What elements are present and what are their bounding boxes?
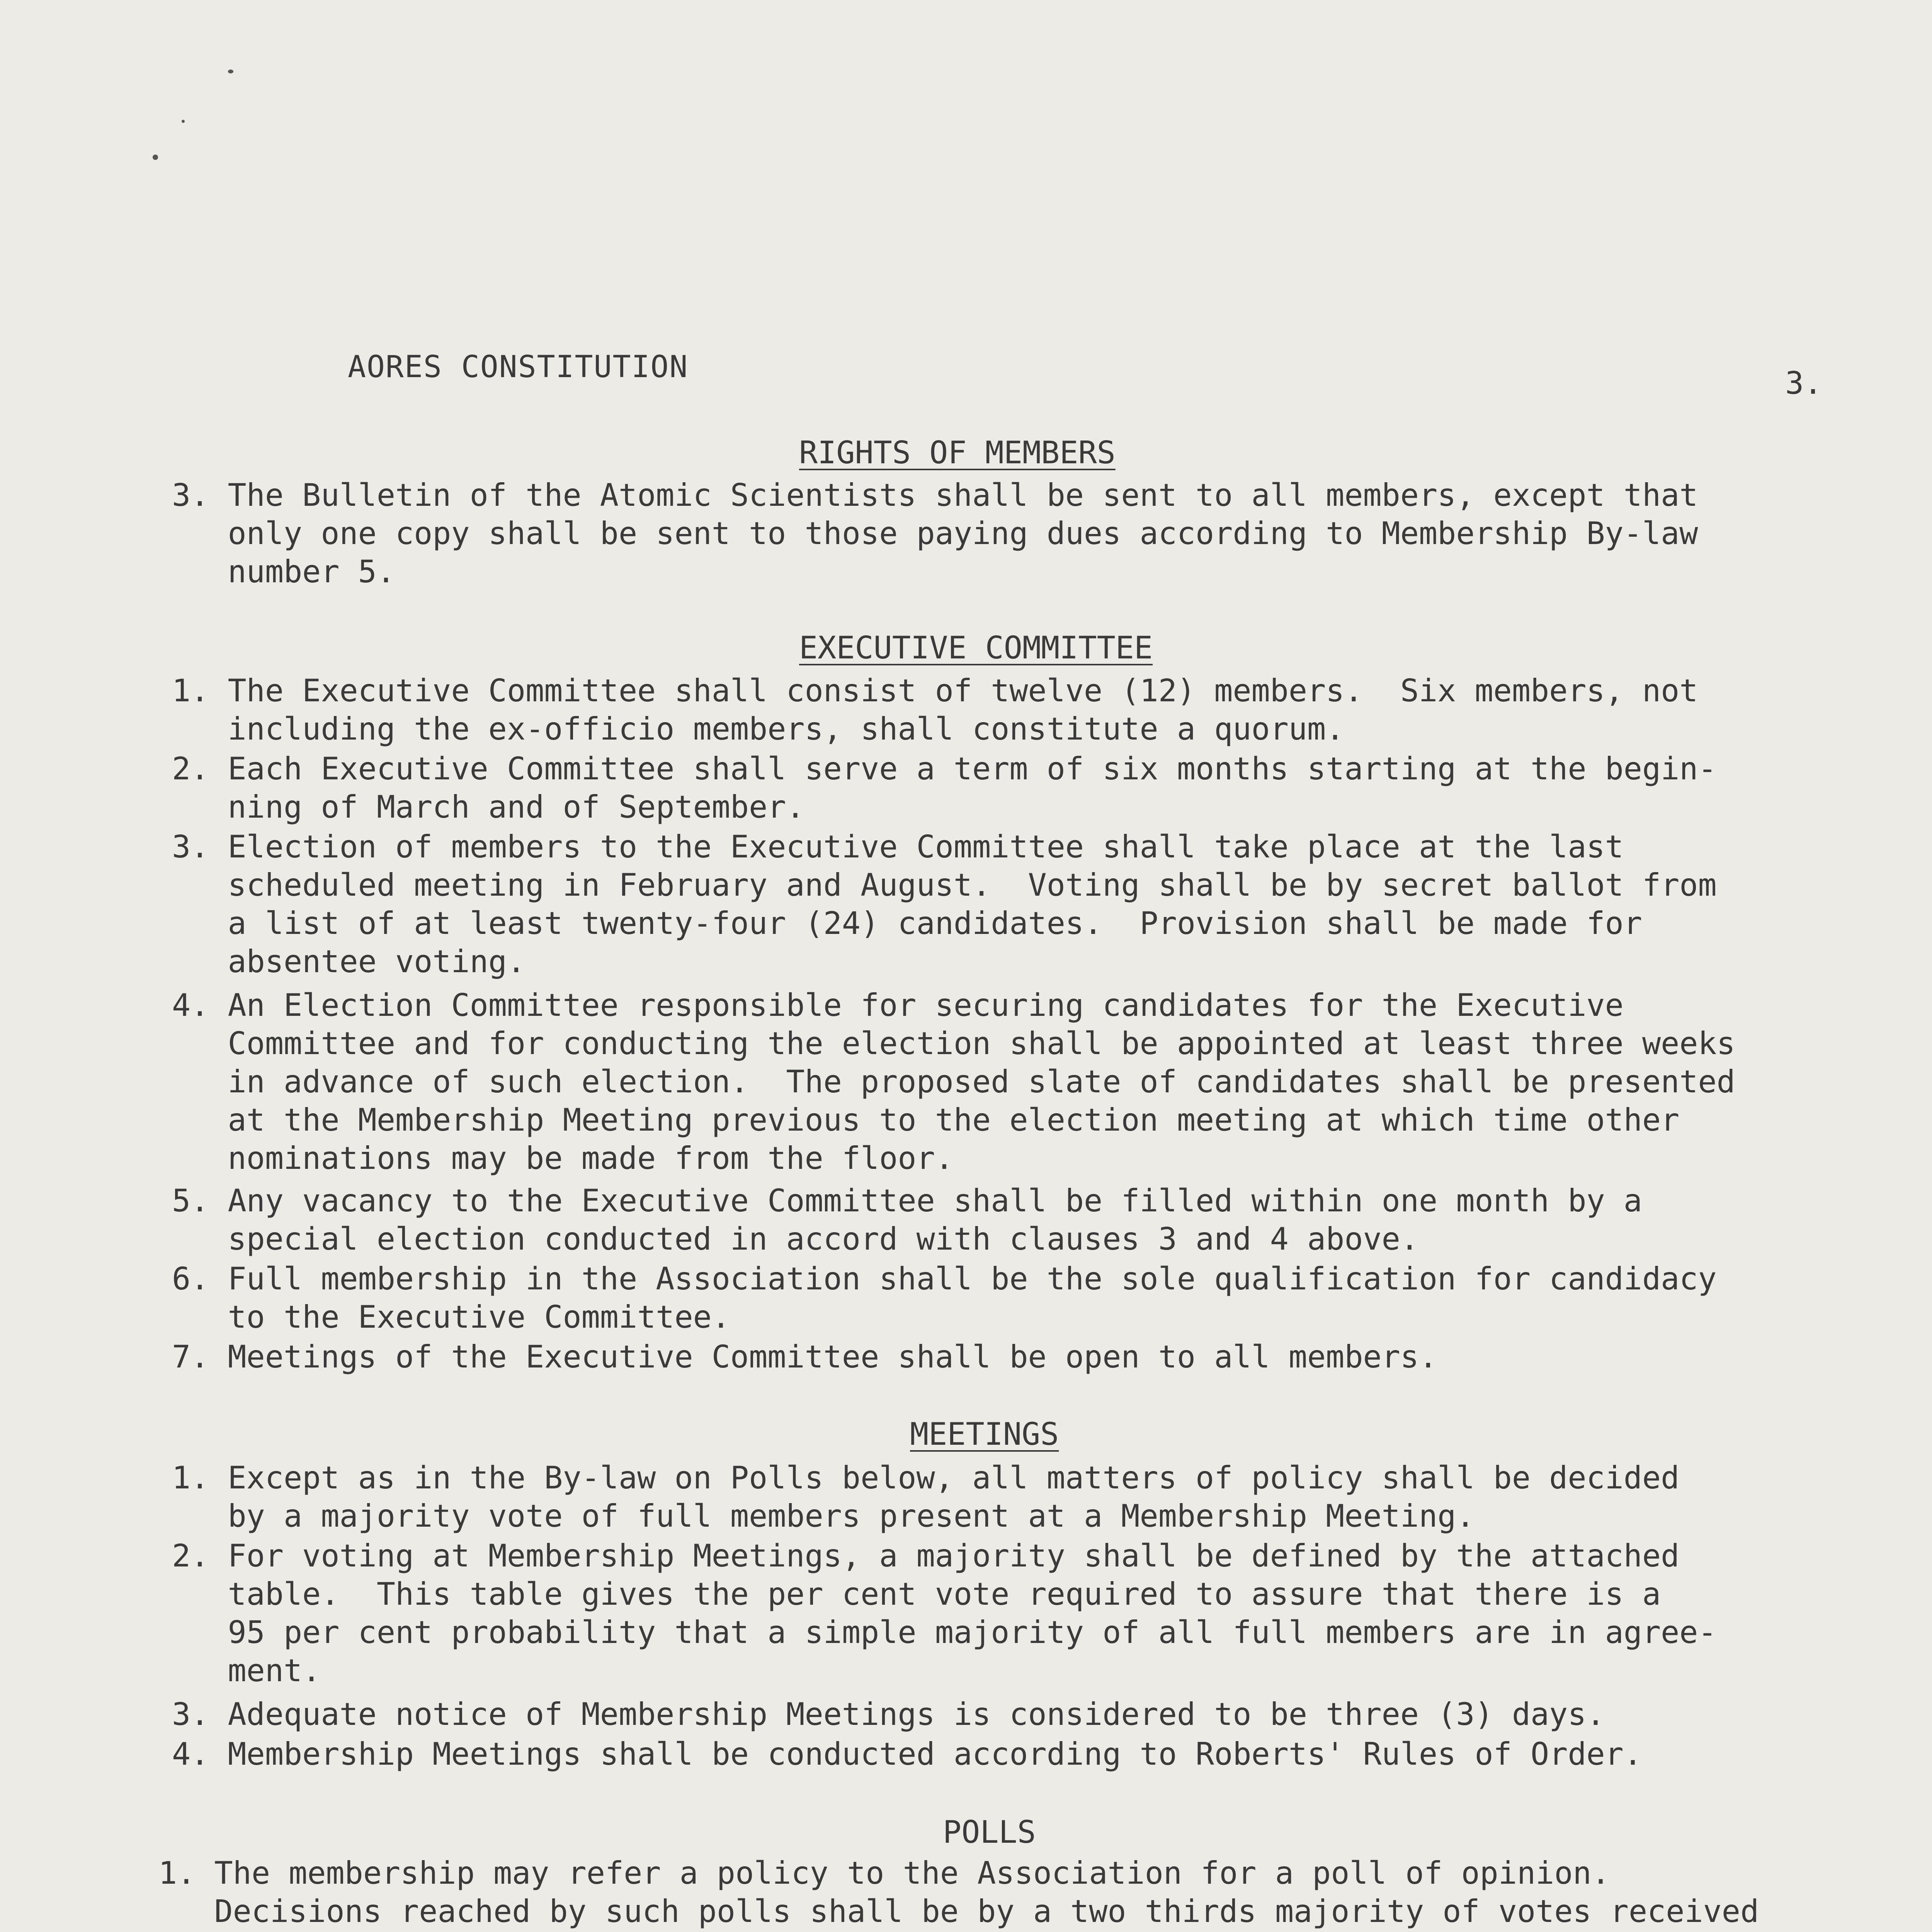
executive-item-7: 7. Meetings of the Executive Committee shall be open to all members. (172, 1339, 1438, 1375)
meetings-item-1: 1. Except as in the By-law on Polls below, all matters of policy shall be decided by a majority vote of full members present at a Membership Meeting. (172, 1460, 1680, 1534)
section-heading-meetings: MEETINGS (910, 1416, 1059, 1452)
executive-item-2: 2. Each Executive Committee shall serve a term of six months starting at the begin- ning of March and of September. (172, 751, 1717, 825)
section-heading-rights-of-members: RIGHTS OF MEMBERS (799, 435, 1116, 471)
executive-item-5: 5. Any vacancy to the Executive Committee shall be filled within one month by a special election conducted in accord with clauses 3 and 4 above. (172, 1183, 1642, 1257)
section-heading-polls: POLLS (943, 1814, 1036, 1850)
executive-item-1: 1. The Executive Committee shall consist of twelve (12) members. Six members, not including the ex-officio members, shall constitute a quorum. (172, 673, 1698, 747)
polls-item-1: 1. The membership may refer a policy to the Association for a poll of opinion. Decisions reached by such polls shall be by a two thirds majority of votes received (158, 1855, 1759, 1929)
paper-speck (153, 155, 158, 160)
paper-speck (182, 120, 185, 123)
executive-item-3: 3. Election of members to the Executive Committee shall take place at the last scheduled meeting in February and August. Voting shall be by secret ballot from a list of at least twenty-four (24) candidates. Provision shall be made for absentee voting. (172, 829, 1717, 980)
page-number: 3. (1785, 365, 1823, 401)
executive-item-4: 4. An Election Committee responsible for securing candidates for the Executive Committee and for conducting the election shall be appointed at least three weeks in advance of such election. The proposed slate of candidates shall be presented at the Membership Meeting previous to the election meeting at which time other nominations may be made from the floor. (172, 987, 1735, 1176)
document-header-title: AORES CONSTITUTION (348, 350, 689, 384)
meetings-item-2: 2. For voting at Membership Meetings, a majority shall be defined by the attached table. This table gives the per cent vote required to assure that there is a 95 per cent probability that a simple majority of all full members are in agree- ment. (172, 1538, 1717, 1689)
paper-speck (228, 70, 233, 73)
rights-item-3: 3. The Bulletin of the Atomic Scientists shall be sent to all members, except that only one copy shall be sent to those paying dues according to Membership By-law number 5. (172, 477, 1698, 590)
section-heading-executive-committee: EXECUTIVE COMMITTEE (799, 630, 1153, 666)
meetings-item-4: 4. Membership Meetings shall be conducted according to Roberts' Rules of Order. (172, 1736, 1642, 1772)
meetings-item-3: 3. Adequate notice of Membership Meetings is considered to be three (3) days. (172, 1696, 1605, 1732)
executive-item-6: 6. Full membership in the Association shall be the sole qualification for candidacy to the Executive Committee. (172, 1261, 1717, 1335)
